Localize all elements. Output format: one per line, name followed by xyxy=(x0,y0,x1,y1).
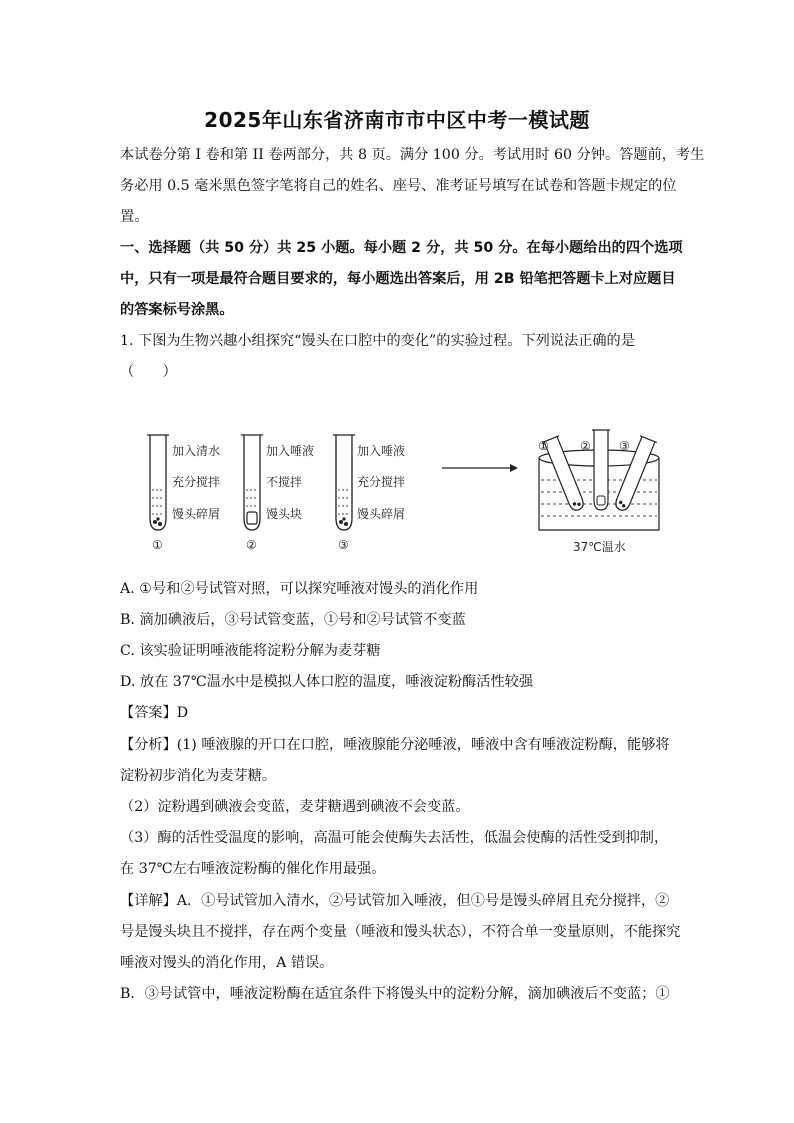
tube1-label-3: 馒头碎屑 xyxy=(172,507,221,521)
intro-line: 置。 xyxy=(120,209,149,225)
tube3-label-1: 加入唾液 xyxy=(357,444,406,458)
detail-line: 【详解】A．①号试管加入清水，②号试管加入唾液，但①号是馒头碎屑且充分搅拌，② xyxy=(120,893,670,909)
water-bath-beaker xyxy=(539,430,659,530)
section-heading xyxy=(120,233,683,326)
question-stem xyxy=(120,326,680,388)
experiment-diagram xyxy=(140,420,680,570)
tube1-number: ① xyxy=(152,538,163,552)
intro-line: 本试卷分第 I 卷和第 II 卷两部分，共 8 页。满分 100 分。考试用时 60 分钟。答题前，考生 xyxy=(120,147,705,163)
analysis-line: （2）淀粉遇到碘液会变蓝，麦芽糖遇到碘液不会变蓝。 xyxy=(120,799,470,815)
section-heading-line: 的答案标号涂黑。 xyxy=(120,302,234,318)
beaker-tube1-number: ① xyxy=(538,439,549,453)
tube2-label-2: 不搅拌 xyxy=(266,475,303,489)
tube2-label-1: 加入唾液 xyxy=(266,444,315,458)
arrow-right-icon xyxy=(442,464,518,472)
option-b: B. 滴加碘液后，③号试管变蓝，①号和②号试管不变蓝 xyxy=(120,612,466,628)
section-heading-line: 一、选择题（共 50 分）共 25 小题。每小题 2 分，共 50 分。在每小题给出的四个选项 xyxy=(120,240,683,256)
detail-line: B．③号试管中，唾液淀粉酶在适宜条件下将馒头中的淀粉分解，滴加碘液后不变蓝；① xyxy=(120,986,670,1002)
analysis-line: （3）酶的活性受温度的影响，高温可能会使酶失去活性，低温会使酶的活性受到抑制， xyxy=(120,830,669,846)
answer-section xyxy=(120,698,680,729)
test-tube-3 xyxy=(333,435,355,530)
analysis-line: 在 37℃左右唾液淀粉酶的催化作用最强。 xyxy=(120,861,386,877)
tube3-label-2: 充分搅拌 xyxy=(357,475,406,489)
detail-line: 唾液对馒头的消化作用，A 错误。 xyxy=(120,955,334,971)
experiment-figure xyxy=(140,420,680,570)
page-title: 2025年山东省济南市市中区中考一模试题 xyxy=(204,108,590,132)
tube3-number: ③ xyxy=(338,538,349,552)
option-a: A. ①号和②号试管对照，可以探究唾液对馒头的消化作用 xyxy=(120,581,479,597)
option-d: D. 放在 37℃温水中是模拟人体口腔的温度，唾液淀粉酶活性较强 xyxy=(120,674,534,690)
intro-line: 务必用 0.5 毫米黑色签字笔将自己的姓名、座号、准考证号填写在试卷和答题卡规定的位 xyxy=(120,178,677,194)
beaker-tube2-number: ② xyxy=(580,439,591,453)
test-tube-2 xyxy=(241,435,263,530)
option-c: C. 该实验证明唾液能将淀粉分解为麦芽糖 xyxy=(120,643,381,659)
answer-line: 【答案】D xyxy=(120,705,189,721)
question-line: 1. 下图为生物兴趣小组探究“馒头在口腔中的变化”的实验过程。下列说法正确的是 xyxy=(120,333,635,349)
test-tube-1 xyxy=(147,435,169,530)
detail-section xyxy=(120,886,680,1010)
section-heading-line: 中，只有一项是最符合题目要求的，每小题选出答案后，用 2B 铅笔把答题卡上对应题目 xyxy=(120,271,676,287)
analysis-line: 【分析】(1) 唾液腺的开口在口腔，唾液腺能分泌唾液，唾液中含有唾液淀粉酶，能够将 xyxy=(120,737,670,753)
intro-paragraph xyxy=(120,140,705,233)
question-line: （ ） xyxy=(120,364,177,380)
detail-line: 号是馒头块且不搅拌，存在两个变量（唾液和馒头状态），不符合单一变量原则，不能探究 xyxy=(120,924,681,940)
tube1-label-1: 加入清水 xyxy=(172,444,221,458)
beaker-label: 37℃温水 xyxy=(573,540,626,554)
tube3-label-3: 馒头碎屑 xyxy=(357,507,406,521)
analysis-section xyxy=(120,730,680,885)
beaker-tube3-number: ③ xyxy=(619,439,630,453)
tube2-label-3: 馒头块 xyxy=(266,507,303,521)
analysis-line: 淀粉初步消化为麦芽糖。 xyxy=(120,768,277,784)
answer-options xyxy=(120,574,680,698)
tube1-label-2: 充分搅拌 xyxy=(172,475,221,489)
tube2-number: ② xyxy=(246,538,257,552)
